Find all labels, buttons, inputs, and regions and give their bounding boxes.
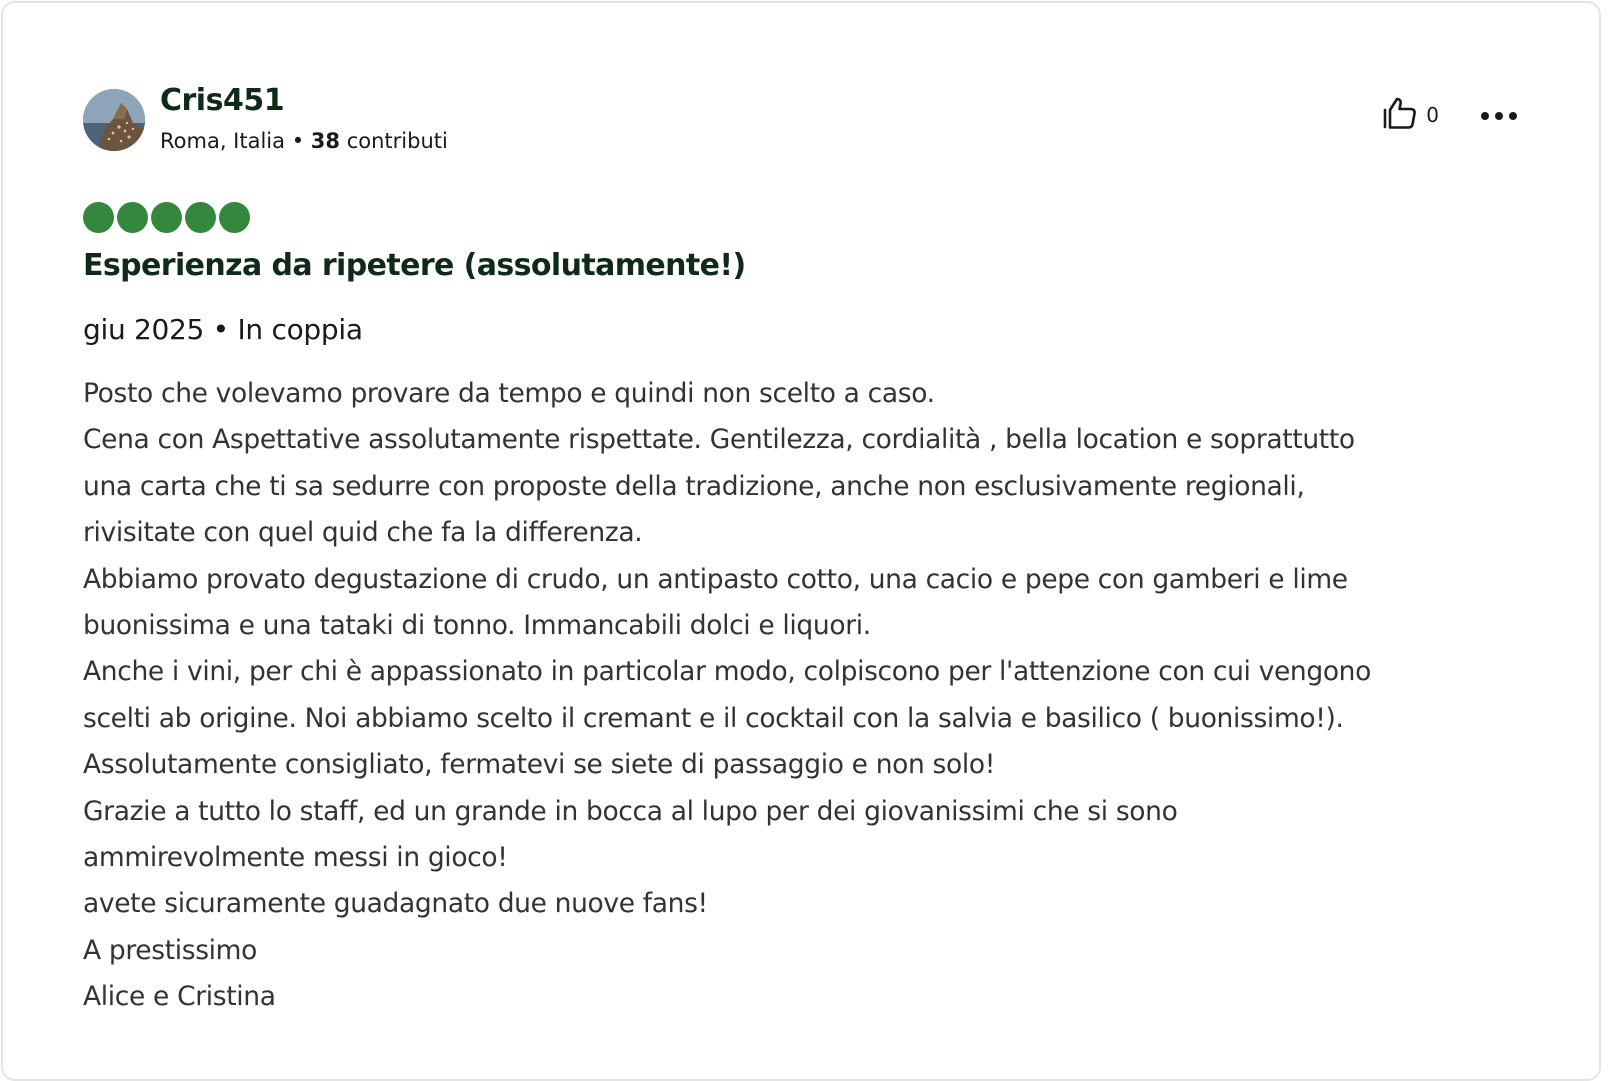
user-location: Roma, Italia	[160, 129, 286, 153]
helpful-count: 0	[1426, 103, 1439, 127]
review-text-line: Alice e Cristina	[83, 981, 276, 1013]
review-text-line: Anche i vini, per chi è appassionato in particolar modo, colpiscono per l'attenzione con cui vengono	[83, 656, 1371, 688]
meta-separator: •	[291, 129, 305, 153]
rating-bubble	[151, 202, 182, 233]
review-text-line: Assolutamente consigliato, fermatevi se siete di passaggio e non solo!	[83, 749, 995, 781]
review-title: Esperienza da ripetere (assolutamente!)	[83, 248, 746, 283]
user-avatar[interactable]	[83, 89, 145, 151]
review-text-line: ammirevolmente messi in gioco!	[83, 841, 508, 873]
review-text-line: una carta che ti sa sedurre con proposte della tradizione, anche non esclusivamente regionali,	[83, 470, 1305, 502]
rating-bubbles	[83, 202, 250, 233]
rating-bubble	[219, 202, 250, 233]
user-meta	[160, 129, 448, 153]
rating-bubble	[117, 202, 148, 233]
review-text-line: Abbiamo provato degustazione di crudo, un antipasto cotto, una cacio e pepe con gamberi e lime	[83, 563, 1348, 595]
review-text-line: Grazie a tutto lo staff, ed un grande in bocca al lupo per dei giovanissimi che si sono	[83, 795, 1178, 827]
review-card	[1, 1, 1601, 1081]
review-text-line: buonissima e una tataki di tonno. Immancabili dolci e liquori.	[83, 609, 871, 641]
avatar-image	[83, 89, 145, 151]
user-name[interactable]: Cris451	[160, 83, 285, 118]
review-header	[83, 83, 1519, 153]
helpful-vote-button[interactable]	[1382, 97, 1439, 133]
review-text-line: A prestissimo	[83, 934, 258, 966]
thumbs-up-icon	[1382, 96, 1418, 134]
review-text-line: Posto che volevamo provare da tempo e quindi non scelto a caso.	[83, 378, 935, 409]
trip-info: giu 2025 • In coppia	[83, 313, 363, 346]
review-body	[83, 371, 1528, 1020]
rating-bubble	[185, 202, 216, 233]
review-text-line: Cena con Aspettative assolutamente rispettate. Gentilezza, cordialità , bella location e soprattutto	[83, 424, 1355, 456]
more-options-icon	[1480, 106, 1518, 125]
more-options-button[interactable]	[1479, 97, 1519, 133]
review-text-line: rivisitate con quel quid che fa la differenza.	[83, 517, 643, 549]
contributions-count: 38	[310, 129, 341, 153]
review-text-line: avete sicuramente guadagnato due nuove fans!	[83, 888, 708, 920]
contributions-label: contributi	[346, 129, 448, 153]
review-text-line: scelti ab origine. Noi abbiamo scelto il cremant e il cocktail con la salvia e basilico ( buonissimo!).	[83, 702, 1344, 734]
rating-bubble	[83, 202, 114, 233]
